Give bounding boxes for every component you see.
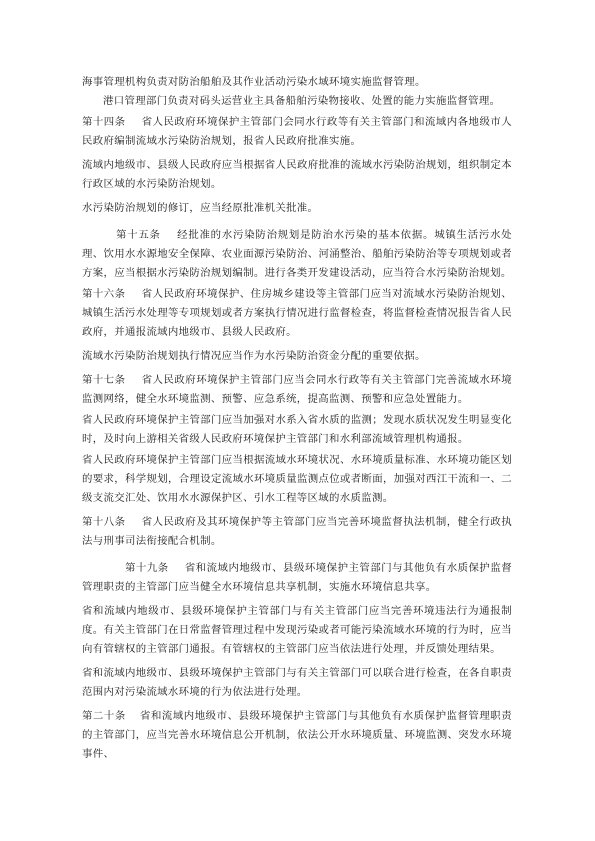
paragraph-text: 流域水污染防治规划执行情况应当作为水污染防治资金分配的重要依据。 (82, 350, 426, 362)
article-number: 第十九条 (125, 562, 169, 574)
document-body (82, 73, 512, 764)
paragraph-maritime (82, 73, 512, 92)
paragraph-monitoring-points (82, 451, 512, 508)
paragraph-violation-report (82, 602, 512, 659)
article-number: 第十七条 (82, 374, 126, 386)
article-text: 省和流域内地级市、县级环境保护主管部门与其他负有水质保护监督管理职责的主管部门，应当完善水环境信息公开机制，依法公开水环境质量、环境监测、突发水环境事件、 (82, 710, 512, 760)
paragraph-text: 海事管理机构负责对防治船舶及其作业活动污染水域环境实施监督管理。 (82, 76, 426, 88)
article-14 (82, 113, 512, 151)
paragraph-text: 省和流域内地级市、县级环境保护主管部门与有关主管部门应当完善环境违法行为通报制度。有关主管部门在日常监督管理过程中发现污染或者可能污染流域水环境的行为时，应当向有管辖权的主管部门通报。有管辖权的主管部门应当依法进行处理，并反馈处理结果。 (82, 605, 512, 655)
article-17 (82, 371, 512, 409)
paragraph-text: 省人民政府环境保护主管部门应当加强对水系入省水质的监测；发现水质状况发生明显变化时，及时向上游相关省级人民政府环境保护主管部门和水利部流域管理机构通报。 (82, 414, 512, 445)
article-text: 省人民政府及其环境保护等主管部门应当完善环境监督执法机制，健全行政执法与刑事司法衔接配合机制。 (82, 516, 512, 547)
article-15 (82, 226, 512, 283)
paragraph-text: 省和流域内地级市、县级环境保护主管部门与有关主管部门可以联合进行检查，在各自职责范围内对污染流域水环境的行为依法进行处理。 (82, 667, 512, 698)
paragraph-text: 省人民政府环境保护主管部门应当根据流域水环境状况、水环境质量标准、水环境功能区划的要求，科学规划，合理设定流域水环境质量监测点位或者断面，加强对西江干流和一、二级支流交汇处、饮用水水源保护区、引水工程等区域的水质监测。 (82, 454, 512, 504)
paragraph-text: 水污染防治规划的修订，应当经原批准机关批准。 (82, 202, 319, 214)
paragraph-text: 港口管理部门负责对码头运营业主具备船舶污染物接收、处置的能力实施监督管理。 (103, 95, 501, 107)
article-text: 省人民政府环境保护主管部门应当会同水行政等有关主管部门完善流域水环境监测网络，健全水环境监测、预警、应急系统，提高监测、预警和应急处置能力。 (82, 374, 512, 405)
article-number: 第十六条 (82, 288, 126, 300)
article-number: 第十八条 (82, 516, 126, 528)
article-18 (82, 513, 512, 551)
article-text: 经批准的水污染防治规划是防治水污染的基本依据。城镇生活污水处理、饮用水水源地安全保障、农业面源污染防治、河涌整治、船舶污染防治等专项规划或者方案，应当根据水污染防治规划编制。进行各类开发建设活动，应当符合水污染防治规划。 (82, 229, 513, 279)
article-20 (82, 707, 512, 764)
article-text: 省人民政府环境保护、住房城乡建设等主管部门应当对流域水污染防治规划、城镇生活污水处理等专项规划或者方案执行情况进行监督检查，将监督检查情况报告省人民政府，并通报流域内地级市、县级人民政府。 (82, 288, 512, 338)
article-19 (82, 559, 512, 597)
article-number: 第十五条 (116, 229, 161, 241)
paragraph-monitoring-inflow (82, 411, 512, 449)
paragraph-plan-funding (82, 347, 512, 366)
paragraph-plan-local (82, 156, 512, 194)
article-number: 第二十条 (82, 710, 126, 722)
paragraph-port (82, 92, 512, 111)
paragraph-plan-revision (82, 199, 512, 218)
article-text: 省和流域内地级市、县级环境保护主管部门与其他负有水质保护监督管理职责的主管部门应当健全水环境信息共享机制，实施水环境信息共享。 (82, 562, 513, 593)
paragraph-joint-inspection (82, 664, 512, 702)
paragraph-text: 流域内地级市、县级人民政府应当根据省人民政府批准的流域水污染防治规划，组织制定本行政区域的水污染防治规划。 (82, 159, 512, 190)
article-number: 第十四条 (82, 116, 126, 128)
article-text: 省人民政府环境保护主管部门会同水行政等有关主管部门和流域内各地级市人民政府编制流域水污染防治规划，报省人民政府批准实施。 (82, 116, 512, 147)
article-16 (82, 285, 512, 342)
